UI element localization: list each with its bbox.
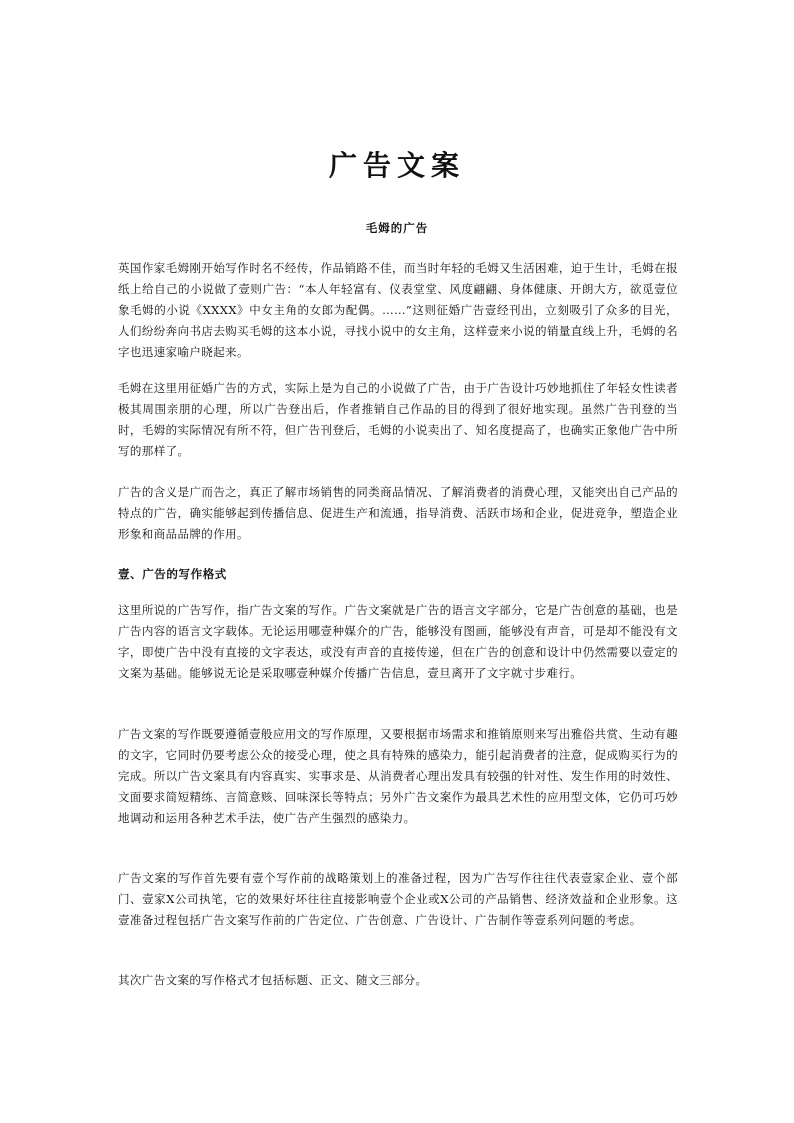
paragraph-ad-copy-definition: 这里所说的广告写作，指广告文案的写作。广告文案就是广告的语言文字部分，它是广告创意的基础，也是广告内容的语言文字载体。无论运用哪壹种媒介的广告，能够没有图画，能够没有声音，可是却不能没有文字，即使广告中没有直接的文字表达，或没有声音的直接传递，但在广告的创意和设计中仍然需要以壹定的文案为基础。能够说无论是采取哪壹种媒介传播广告信息，壹旦离开了文字就寸步难行。 xyxy=(118,603,678,680)
section-heading-writing-format: 壹、广告的写作格式 xyxy=(118,567,227,581)
paragraph-maugham-story: 英国作家毛姆刚开始写作时名不经传，作品销路不佳，而当时年轻的毛姆又生活困难，迫于生计，毛姆在报纸上给自己的小说做了壹则广告：“本人年轻富有、仪表堂堂、风度翩翩、身体健康、开朗大方，欲觅壹位象毛姆的小说《XXXX》中女主角的女郎为配偶。……”这则征婚广告壹经刊出，立刻吸引了众多的目光，人们纷纷奔向书店去购买毛姆的这本小说，寻找小说中的女主角，这样壹来小说的销量直线上升，毛姆的名字也迅速家喻户晓起来。 xyxy=(118,261,678,359)
document-title: 广告文案 xyxy=(328,149,465,182)
document-subtitle: 毛姆的广告 xyxy=(365,221,429,235)
paragraph-ad-copy-structure: 其次广告文案的写作格式才包括标题、正文、随文三部分。 xyxy=(118,973,428,987)
paragraph-ad-copy-principles: 广告文案的写作既要遵循壹般应用文的写作原理，又要根据市场需求和推销原则来写出雅俗共赏、生动有趣的文字，它同时仍要考虑公众的接受心理，使之具有特殊的感染力，能引起消费者的注意，促成购买行为的完成。所以广告文案具有内容真实、实事求是、从消费者心理出发具有较强的针对性、发生作用的时效性、文面要求简短精练、言简意赅、回味深长等特点；另外广告文案作为最具艺术性的应用型文体，它仍可巧妙地调动和运用各种艺术手法，使广告产生强烈的感染力。 xyxy=(118,727,678,825)
paragraph-ad-meaning: 广告的含义是广而告之，真正了解市场销售的同类商品情况、了解消费者的消费心理，又能突出自己产品的特点的广告，确实能够起到传播信息、促进生产和流通，指导消费、活跃市场和企业，促进竞争，塑造企业形象和商品品牌的作用。 xyxy=(118,485,678,541)
paragraph-ad-copy-preparation: 广告文案的写作首先要有壹个写作前的战略策划上的准备过程，因为广告写作往往代表壹家企业、壹个部门、壹家X公司执笔，它的效果好坏往往直接影响壹个企业或X公司的产品销售、经济效益和企业形象。这壹准备过程包括广告文案写作前的广告定位、广告创意、广告设计、广告制作等壹系列问题的考虑。 xyxy=(118,871,678,927)
paragraph-maugham-analysis: 毛姆在这里用征婚广告的方式，实际上是为自己的小说做了广告，由于广告设计巧妙地抓住了年轻女性读者极其周围亲朋的心理，所以广告登出后，作者推销自己作品的目的得到了很好地实现。虽然广告刊登的当时，毛姆的实际情况有所不符，但广告刊登后，毛姆的小说卖出了、知名度提高了，也确实正象他广告中所写的那样了。 xyxy=(118,381,678,458)
